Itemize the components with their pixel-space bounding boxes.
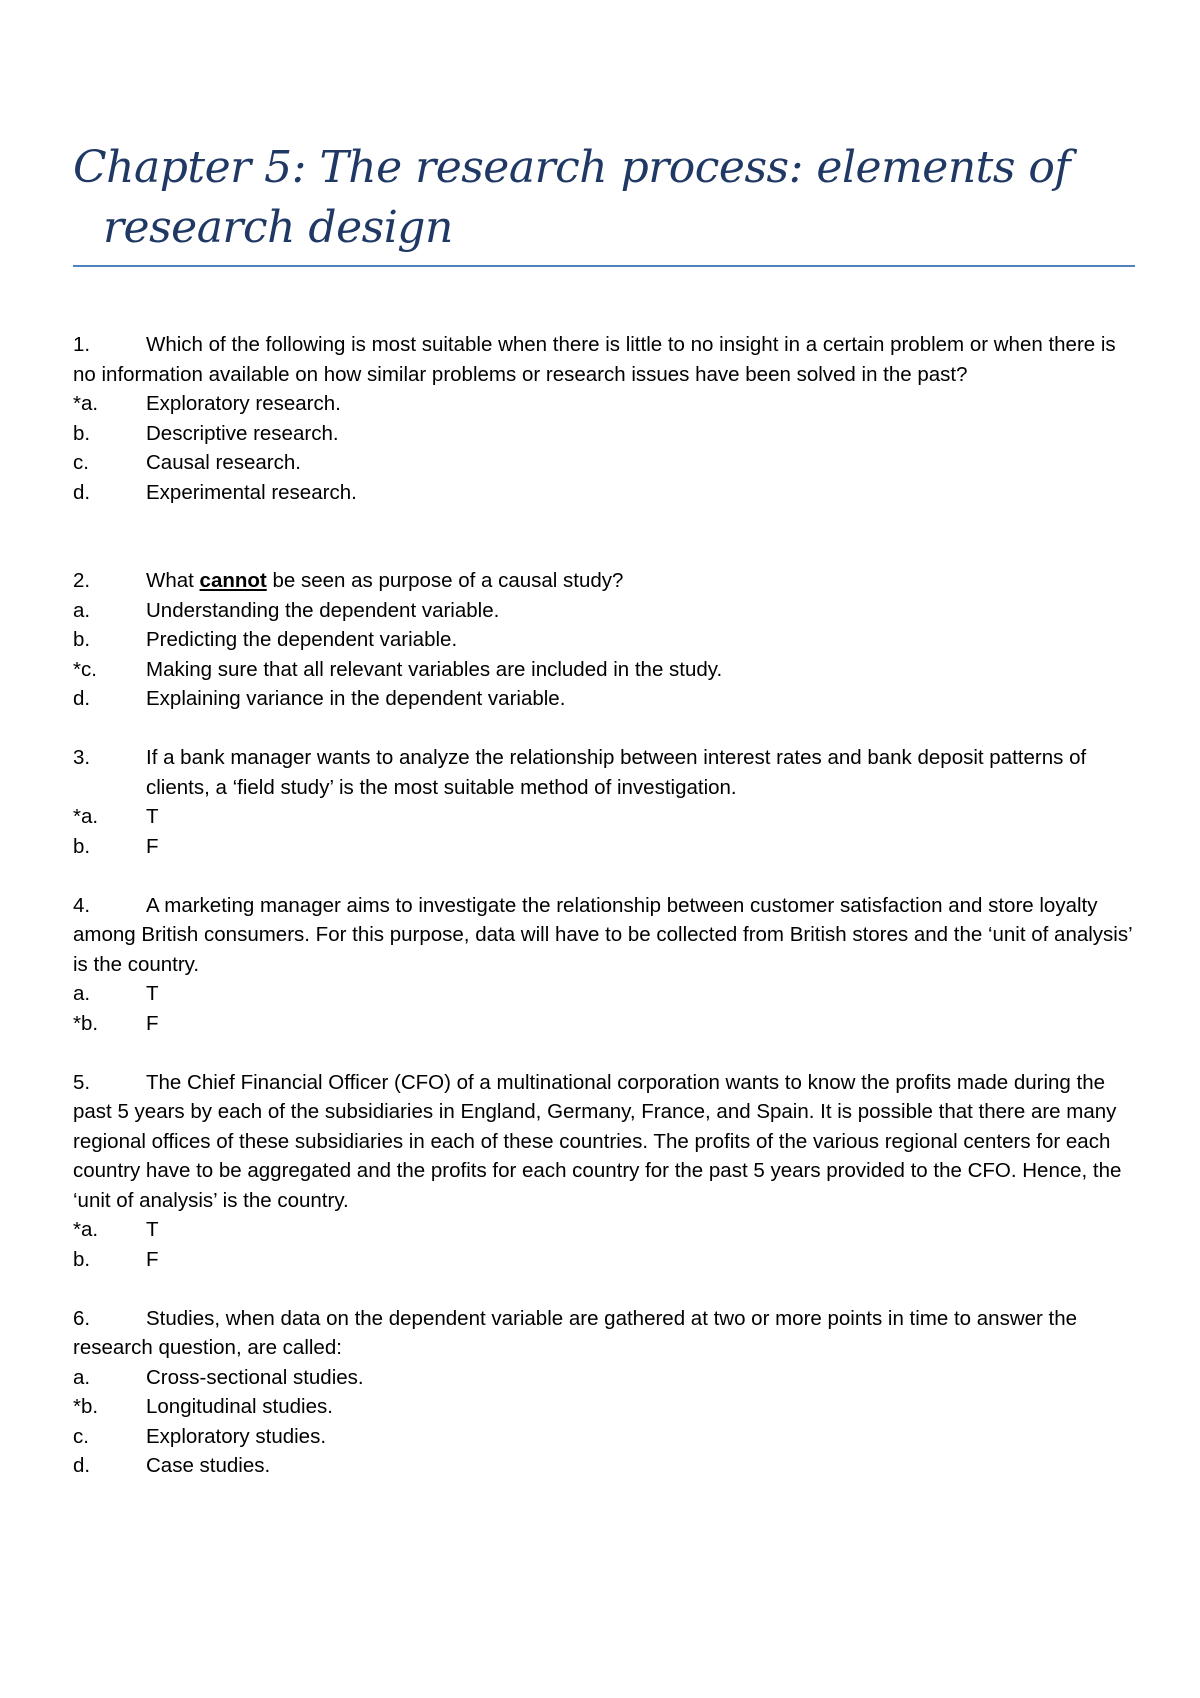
answer-option	[73, 979, 1141, 1009]
answer-option	[73, 802, 1141, 832]
answer-option	[73, 1245, 1141, 1275]
question-stem	[73, 1304, 1141, 1363]
option-letter: *a.	[73, 1218, 99, 1241]
option-letter: d.	[73, 687, 91, 710]
option-text: F	[146, 834, 159, 858]
question-stem	[73, 891, 1141, 980]
option-text: Descriptive research.	[146, 421, 339, 445]
answer-option	[73, 596, 1141, 626]
question-2	[73, 566, 1141, 714]
answer-option	[73, 1363, 1141, 1393]
question-6	[73, 1304, 1141, 1481]
question-list	[73, 330, 1141, 1481]
option-letter: a.	[73, 598, 91, 622]
question-number: 4.	[73, 893, 91, 917]
spacer	[73, 714, 1141, 744]
option-letter: b.	[73, 834, 91, 858]
question-text: Which of the following is most suitable when there is little to no insight in a certain problem or when there is no information available on how similar problems or research issues have been solved in the past?	[73, 333, 1116, 386]
option-letter: b.	[73, 628, 91, 651]
option-text: F	[146, 1247, 159, 1271]
answer-option	[73, 625, 1141, 655]
chapter-title-line-2: research design	[103, 202, 453, 253]
option-letter: b.	[73, 1247, 91, 1271]
option-text: F	[146, 1011, 159, 1035]
answer-option	[73, 655, 1141, 685]
answer-option	[73, 1009, 1141, 1039]
question-emphasis: cannot	[199, 569, 267, 592]
option-text: Case studies.	[146, 1454, 271, 1477]
answer-option	[73, 448, 1141, 478]
option-letter: *a.	[73, 392, 99, 415]
spacer	[73, 1038, 1141, 1068]
option-letter: c.	[73, 1424, 89, 1448]
option-letter: *c.	[73, 657, 97, 681]
question-5	[73, 1068, 1141, 1275]
question-text: A marketing manager aims to investigate the relationship between customer satisfaction and store loyalty among British consumers. For this purpose, data will have to be collected from British stores and the ‘unit of analysis’ is the country.	[73, 893, 1132, 976]
question-number: 3.	[73, 746, 91, 769]
option-text: Experimental research.	[146, 480, 357, 504]
question-stem	[73, 330, 1141, 389]
question-number: 1.	[73, 333, 91, 356]
option-text: Predicting the dependent variable.	[146, 628, 458, 651]
question-text: Studies, when data on the dependent variable are gathered at two or more points in time to answer the research question, are called:	[73, 1306, 1078, 1359]
question-stem	[73, 1068, 1141, 1216]
option-text: Making sure that all relevant variables are included in the study.	[146, 657, 723, 681]
question-text: The Chief Financial Officer (CFO) of a multinational corporation wants to know the profits made during the past 5 years by each of the subsidiaries in England, Germany, France, and Spain. It is possible that there are many regional offices of these subsidiaries in each of these countries. The profits of the various regional centers for each country have to be aggregated and the profits for each country for the past 5 years provided to the CFO. Hence, the ‘unit of analysis’ is the country.	[73, 1070, 1122, 1212]
option-letter: *b.	[73, 1011, 99, 1035]
answer-option	[73, 478, 1141, 508]
question-3	[73, 743, 1141, 861]
spacer	[73, 861, 1141, 891]
option-text: Causal research.	[146, 451, 301, 474]
option-text: T	[146, 1218, 159, 1241]
answer-option	[73, 1422, 1141, 1452]
question-stem	[73, 743, 1141, 802]
option-text: Exploratory research.	[146, 392, 341, 415]
spacer	[73, 507, 1141, 566]
question-stem	[73, 566, 1141, 596]
answer-option	[73, 1392, 1141, 1422]
answer-option	[73, 1215, 1141, 1245]
question-text-before: What	[146, 569, 200, 592]
option-letter: a.	[73, 1365, 91, 1389]
chapter-title	[73, 138, 1133, 258]
question-number: 6.	[73, 1306, 91, 1330]
option-letter: b.	[73, 421, 91, 445]
answer-option	[73, 1451, 1141, 1481]
question-text-after: be seen as purpose of a causal study?	[266, 569, 624, 592]
option-text: T	[146, 982, 159, 1005]
question-4	[73, 891, 1141, 1039]
chapter-title-line-1: Chapter 5: The research process: elements of	[73, 142, 1071, 193]
answer-option	[73, 419, 1141, 449]
option-letter: d.	[73, 1454, 91, 1477]
option-letter: *a.	[73, 805, 99, 828]
question-number: 5.	[73, 1070, 91, 1094]
spacer	[73, 1274, 1141, 1304]
question-text: If a bank manager wants to analyze the relationship between interest rates and bank deposit patterns of clients, a ‘field study’ is the most suitable method of investigation.	[146, 746, 1087, 799]
option-text: Exploratory studies.	[146, 1424, 327, 1448]
option-letter: d.	[73, 480, 91, 504]
option-text: Explaining variance in the dependent variable.	[146, 687, 566, 710]
option-text: Longitudinal studies.	[146, 1395, 333, 1418]
answer-option	[73, 684, 1141, 714]
option-text: Understanding the dependent variable.	[146, 598, 500, 622]
question-number: 2.	[73, 569, 91, 592]
title-underline-rule	[73, 265, 1135, 267]
option-text: T	[146, 805, 159, 828]
answer-option	[73, 832, 1141, 862]
answer-option	[73, 389, 1141, 419]
option-letter: c.	[73, 451, 89, 474]
option-letter: *b.	[73, 1395, 99, 1418]
option-letter: a.	[73, 982, 91, 1005]
question-1	[73, 330, 1141, 507]
option-text: Cross-sectional studies.	[146, 1365, 364, 1389]
